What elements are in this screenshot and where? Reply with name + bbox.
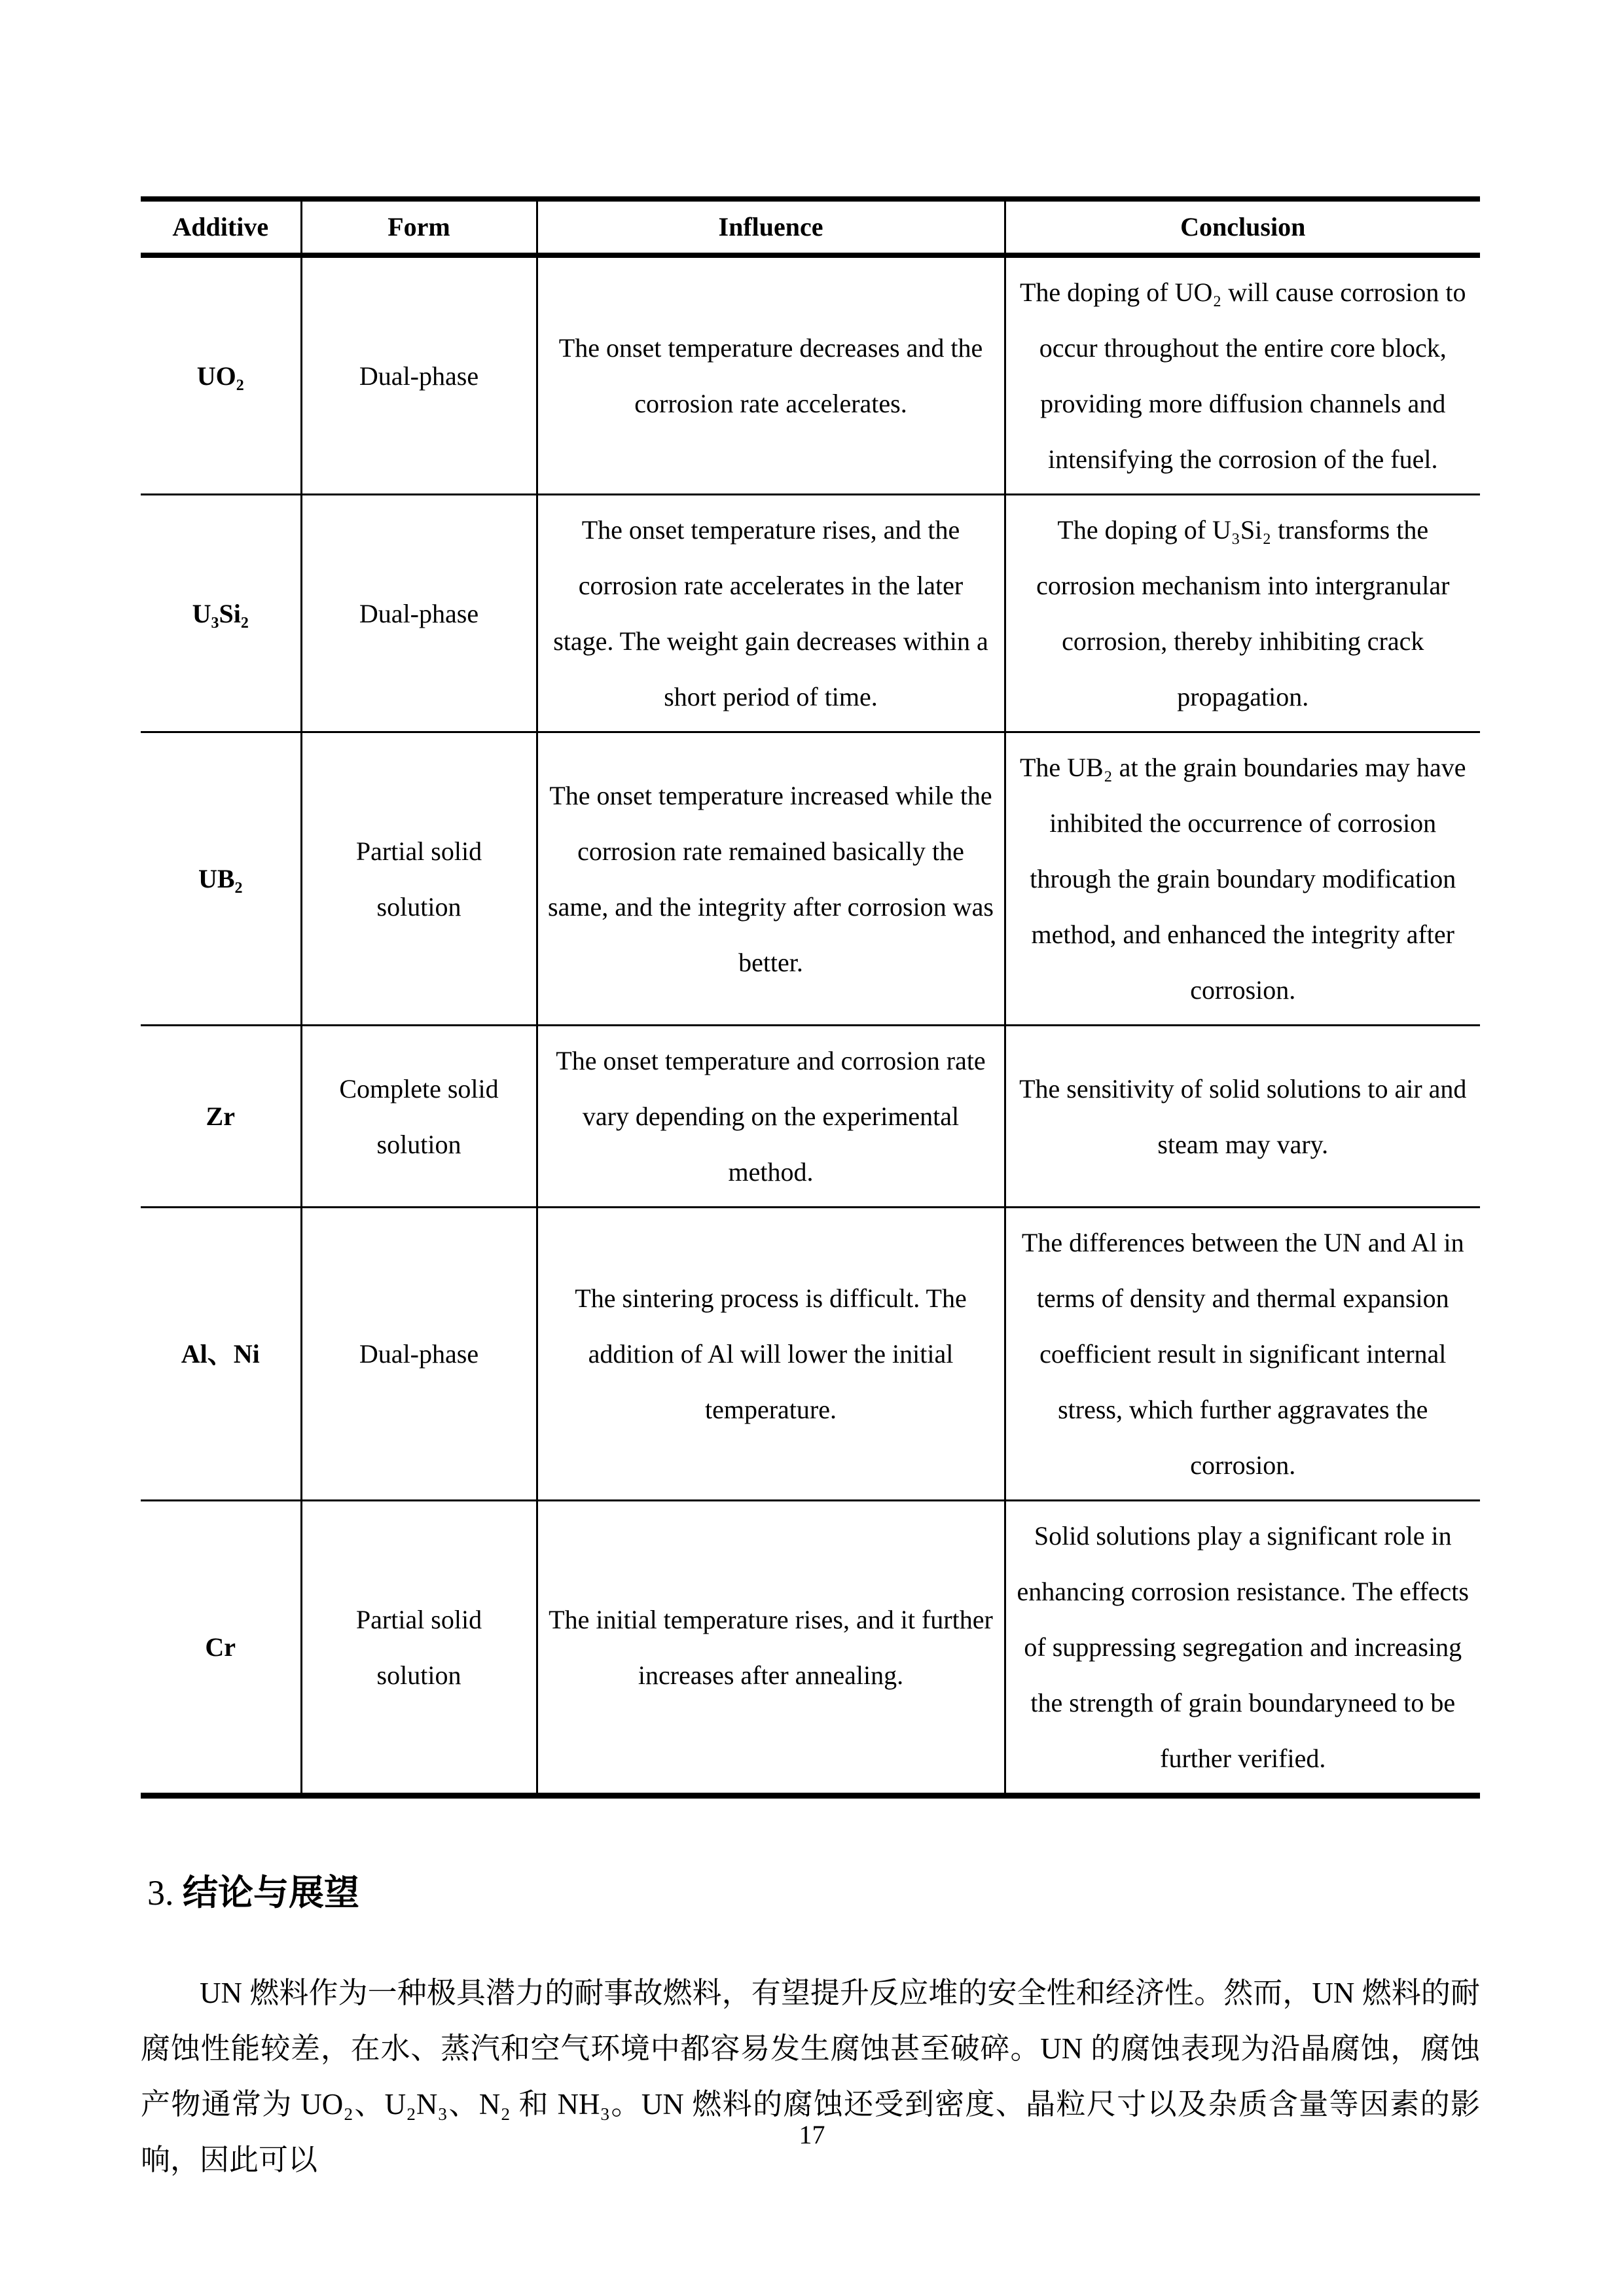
section-heading xyxy=(147,1872,1480,1914)
cell-influence: The initial temperature rises, and it further increases after annealing. xyxy=(537,1501,1005,1796)
cell-influence: The onset temperature and corrosion rate vary depending on the experimental method. xyxy=(537,1026,1005,1208)
page-content xyxy=(141,196,1480,2217)
table-header-row xyxy=(141,199,1480,255)
cell-conclusion: The differences between the UN and Al in terms of density and thermal expansion coefficient result in significant internal stress, which further aggravates the corrosion. xyxy=(1005,1208,1480,1501)
column-header-conclusion: Conclusion xyxy=(1005,199,1480,255)
table-row xyxy=(141,1208,1480,1501)
cell-additive: Cr xyxy=(141,1501,301,1796)
cell-form: Dual-phase xyxy=(301,255,537,495)
cell-conclusion: The UB₂ at the grain boundaries may have inhibited the occurrence of corrosion through the grain boundary modification method, and enhanced the integrity after corrosion. xyxy=(1005,732,1480,1026)
cell-additive: Zr xyxy=(141,1026,301,1208)
column-header-influence: Influence xyxy=(537,199,1005,255)
column-header-form: Form xyxy=(301,199,537,255)
cell-influence: The onset temperature increased while the corrosion rate remained basically the same, and the integrity after corrosion was better. xyxy=(537,732,1005,1026)
cell-form: Partial solid solution xyxy=(301,1501,537,1796)
section-title: 结论与展望 xyxy=(183,1873,359,1912)
cell-form: Complete solid solution xyxy=(301,1026,537,1208)
cell-additive: Al、Ni xyxy=(141,1208,301,1501)
cell-form: Dual-phase xyxy=(301,1208,537,1501)
cell-additive: U₃Si₂ xyxy=(141,495,301,732)
page-number: 17 xyxy=(799,2120,825,2149)
cell-influence: The sintering process is difficult. The addition of Al will lower the initial temperature. xyxy=(537,1208,1005,1501)
table-row xyxy=(141,495,1480,732)
section-number: 3. xyxy=(147,1873,174,1912)
body-paragraph: UN 燃料作为一种极具潜力的耐事故燃料，有望提升反应堆的安全性和经济性。然而，UN 燃料的耐腐蚀性能较差，在水、蒸汽和空气环境中都容易发生腐蚀甚至破碎。UN 的腐蚀表现为沿晶腐蚀，腐蚀产物通常为 UO₂、U₂N₃、N₂ 和 NH₃。UN 燃料的腐蚀还受到密度、晶粒尺寸以及杂质含量等因素的影响，因此可以 xyxy=(141,1976,1480,2176)
cell-form: Dual-phase xyxy=(301,495,537,732)
table-row xyxy=(141,1026,1480,1208)
cell-form: Partial solid solution xyxy=(301,732,537,1026)
table-row xyxy=(141,732,1480,1026)
column-header-additive: Additive xyxy=(141,199,301,255)
table-row xyxy=(141,255,1480,495)
cell-additive: UO₂ xyxy=(141,255,301,495)
table-row xyxy=(141,1501,1480,1796)
cell-conclusion: The doping of U₃Si₂ transforms the corrosion mechanism into intergranular corrosion, thereby inhibiting crack propagation. xyxy=(1005,495,1480,732)
cell-conclusion: The doping of UO₂ will cause corrosion to occur throughout the entire core block, providing more diffusion channels and intensifying the corrosion of the fuel. xyxy=(1005,255,1480,495)
cell-conclusion: The sensitivity of solid solutions to air and steam may vary. xyxy=(1005,1026,1480,1208)
cell-conclusion: Solid solutions play a significant role in enhancing corrosion resistance. The effects of suppressing segregation and increasing the strength of grain boundaryneed to be further verified. xyxy=(1005,1501,1480,1796)
additives-summary-table xyxy=(141,196,1480,1799)
cell-additive: UB₂ xyxy=(141,732,301,1026)
cell-influence: The onset temperature rises, and the corrosion rate accelerates in the later stage. The weight gain decreases within a short period of time. xyxy=(537,495,1005,732)
cell-influence: The onset temperature decreases and the corrosion rate accelerates. xyxy=(537,255,1005,495)
